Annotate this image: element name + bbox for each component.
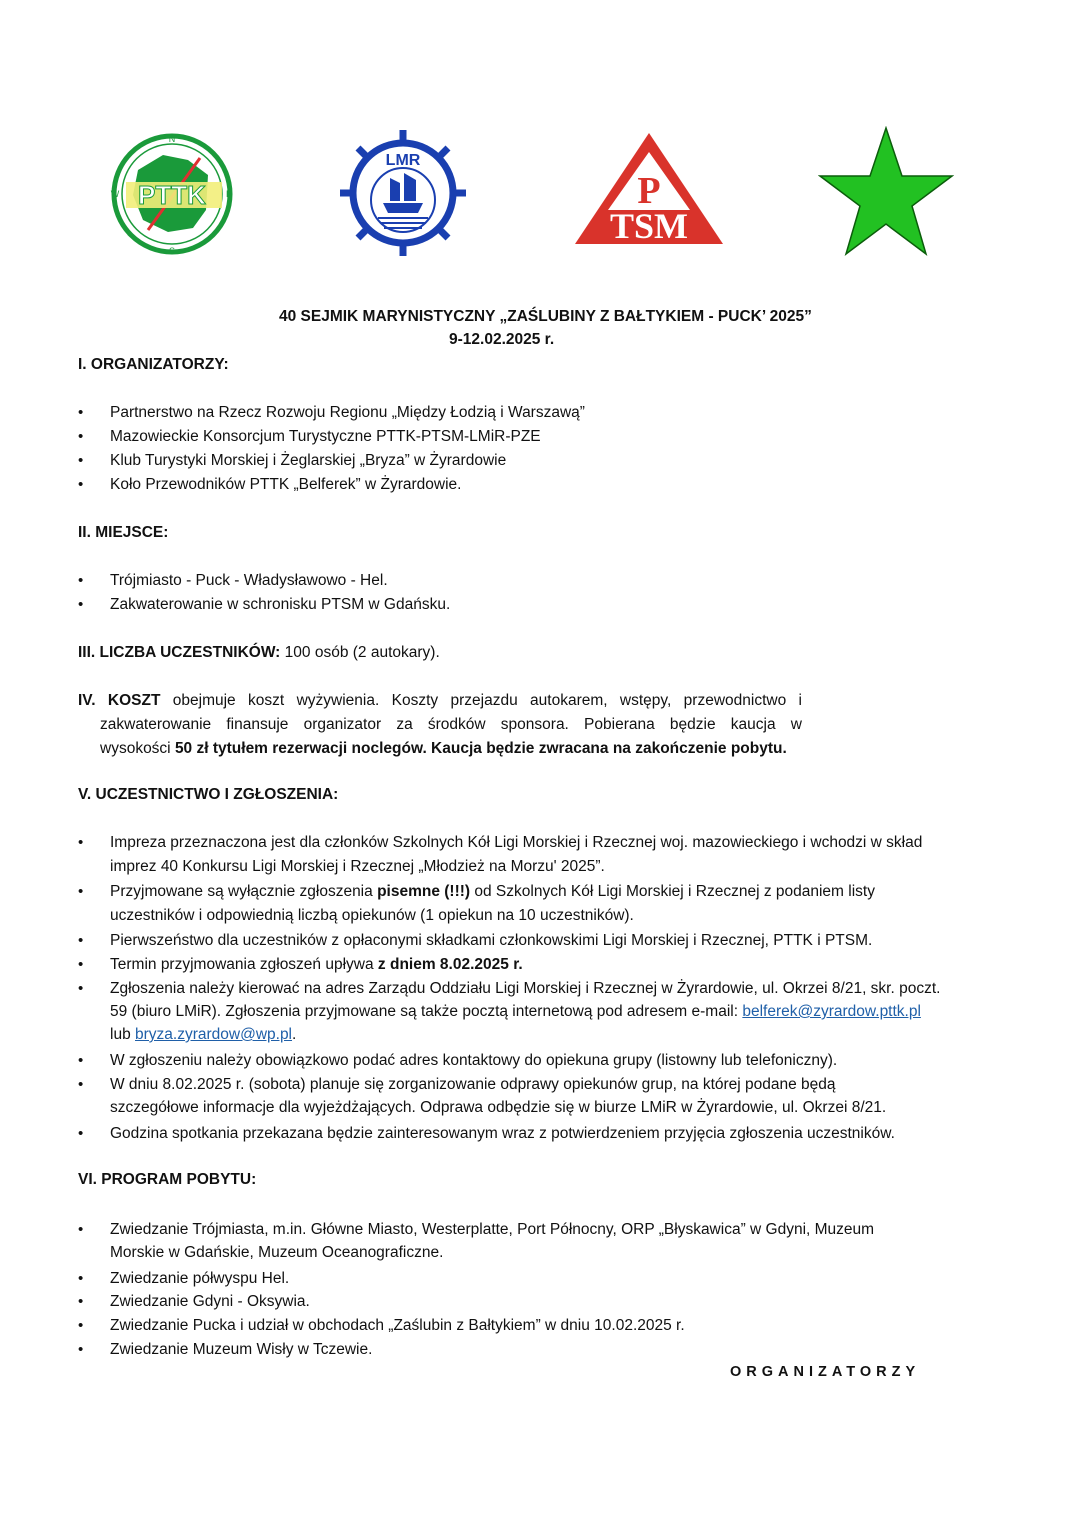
bullet: •	[78, 1125, 84, 1142]
item-text: lub	[110, 1026, 135, 1043]
svg-text:E: E	[225, 189, 233, 199]
bullet: •	[78, 932, 84, 949]
svg-text:N: N	[168, 134, 176, 144]
svg-text:LMR: LMR	[385, 152, 421, 169]
email-link-belferek[interactable]: belferek@zyrardow.pttk.pl	[742, 1003, 921, 1020]
section-heading-participation: V. UCZESTNICTWO I ZGŁOSZENIA:	[78, 786, 339, 803]
list-item: Mazowieckie Konsorcjum Turystyczne PTTK-PTSM-LMiR-PZE	[110, 428, 541, 445]
bullet: •	[78, 404, 84, 421]
list-item: Zwiedzanie Muzeum Wisły w Tczewie.	[110, 1341, 373, 1358]
list-item: W dniu 8.02.2025 r. (sobota) planuje się zorganizowanie odprawy opiekunów grup, na której podane będą	[110, 1076, 836, 1093]
list-item-cont	[110, 1000, 921, 1024]
email-link-bryza[interactable]: bryza.zyrardow@wp.pl	[135, 1026, 293, 1043]
list-item-cont	[110, 1023, 296, 1047]
bullet: •	[78, 1293, 84, 1310]
bullet: •	[78, 1317, 84, 1334]
list-item: Zgłoszenia należy kierować na adres Zarządu Oddziału Ligi Morskiej i Rzecznej w Żyrardowie, ul. Okrzei 8/21, skr. poczt.	[110, 980, 941, 997]
svg-text:TSM: TSM	[609, 206, 689, 246]
document-dates: 9-12.02.2025 r.	[449, 331, 555, 348]
bullet: •	[78, 572, 84, 589]
bullet: •	[78, 1076, 84, 1093]
item-text: Przyjmowane są wyłącznie zgłoszenia	[110, 883, 378, 900]
list-item: Impreza przeznaczona jest dla członków Szkolnych Kół Ligi Morskiej i Rzecznej woj. mazowieckiego i wchodzi w skład	[110, 834, 923, 851]
bullet: •	[78, 980, 84, 997]
cost-text: obejmuje koszt wyżywienia. Koszty przejazdu autokarem, wstępy, przewodnictwo i	[160, 692, 803, 709]
bullet: •	[78, 452, 84, 469]
list-item-cont: szczegółowe informacje dla wyjeżdżających. Odprawa odbędzie się w biurze LMiR w Żyrardowie, ul. Okrzei 8/21.	[110, 1099, 887, 1116]
list-item: Zwiedzanie Pucka i udział w obchodach „Zaślubin z Bałtykiem” w dniu 10.02.2025 r.	[110, 1317, 685, 1334]
cost-line-1	[78, 689, 802, 713]
bullet: •	[78, 476, 84, 493]
pttk-logo	[108, 130, 236, 258]
bullet: •	[78, 1341, 84, 1358]
item-emphasis: pisemne (!!!)	[377, 883, 471, 900]
bullet: •	[78, 834, 84, 851]
list-item	[110, 880, 875, 904]
item-text: Termin przyjmowania zgłoszeń upływa	[110, 956, 378, 973]
section-participants	[78, 641, 440, 665]
deadline-date: z dniem 8.02.2025 r.	[377, 956, 523, 973]
list-item: Trójmiasto - Puck - Władysławowo - Hel.	[110, 572, 388, 589]
list-item: Pierwszeństwo dla uczestników z opłaconymi składkami członkowskimi Ligi Morskiej i Rzecznej, PTTK i PTSM.	[110, 932, 873, 949]
bullet: •	[78, 596, 84, 613]
list-item-cont: uczestników i odpowiednią liczbą opiekunów (1 opiekun na 10 uczestników).	[110, 907, 634, 924]
bullet: •	[78, 883, 84, 900]
list-item: Zwiedzanie półwyspu Hel.	[110, 1270, 290, 1287]
lmr-logo	[338, 128, 468, 258]
list-item	[110, 953, 523, 977]
participants-count: 100 osób (2 autokary).	[280, 644, 440, 661]
section-heading-program: VI. PROGRAM POBYTU:	[78, 1171, 257, 1188]
item-text: od Szkolnych Kół Ligi Morskiej i Rzecznej z podaniem listy	[470, 883, 875, 900]
list-item: Koło Przewodników PTTK „Belferek” w Żyrardowie.	[110, 476, 462, 493]
list-item: Godzina spotkania przekazana będzie zainteresowanym wraz z potwierdzeniem przyjęcia zgłoszenia uczestników.	[110, 1125, 895, 1142]
cost-line-3	[100, 737, 787, 761]
cost-text: wysokości	[100, 740, 175, 757]
svg-text:W: W	[110, 189, 120, 199]
svg-text:PTTK: PTTK	[138, 180, 206, 210]
deposit-text: 50 zł tytułem rezerwacji noclegów. Kaucja będzie zwracana na zakończenie pobytu.	[174, 740, 787, 757]
list-item-cont: imprez 40 Konkursu Ligi Morskiej i Rzecznej „Młodzież na Morzu' 2025”.	[110, 858, 605, 875]
bullet: •	[78, 1221, 84, 1238]
svg-text:P: P	[637, 170, 661, 212]
section-heading-cost: IV. KOSZT	[78, 692, 161, 709]
green-star-logo	[818, 126, 954, 256]
ptsm-logo	[572, 130, 726, 248]
section-heading-place: II. MIEJSCE:	[78, 524, 169, 541]
list-item: Klub Turystyki Morskiej i Żeglarskiej „Bryza” w Żyrardowie	[110, 452, 507, 469]
section-heading-participants: III. LICZBA UCZESTNIKÓW:	[78, 644, 281, 661]
document-title: 40 SEJMIK MARYNISTYCZNY „ZAŚLUBINY Z BAŁTYKIEM - PUCK’ 2025”	[279, 308, 812, 325]
list-item: Partnerstwo na Rzecz Rozwoju Regionu „Między Łodzią i Warszawą”	[110, 404, 585, 421]
section-heading-organizers: I. ORGANIZATORZY:	[78, 356, 229, 373]
list-item: Zwiedzanie Trójmiasta, m.in. Główne Miasto, Westerplatte, Port Północny, ORP „Błyskawica” w Gdyni, Muzeum	[110, 1221, 875, 1238]
bullet: •	[78, 956, 84, 973]
item-text: .	[292, 1026, 297, 1043]
signature-organizers: ORGANIZATORZY	[730, 1364, 921, 1380]
list-item-cont: Morskie w Gdańskie, Muzeum Oceanograficzne.	[110, 1244, 444, 1261]
list-item: Zakwaterowanie w schronisku PTSM w Gdańsku.	[110, 596, 451, 613]
bullet: •	[78, 1052, 84, 1069]
item-text: 59 (biuro LMiR). Zgłoszenia przyjmowane są także pocztą internetową pod adresem e-mail:	[110, 1003, 743, 1020]
bullet: •	[78, 428, 84, 445]
bullet: •	[78, 1270, 84, 1287]
svg-text:S: S	[168, 246, 176, 256]
list-item: W zgłoszeniu należy obowiązkowo podać adres kontaktowy do opiekuna grupy (listowny lub telefoniczny).	[110, 1052, 838, 1069]
cost-line-2: zakwaterowanie finansuje organizator za środków sponsora. Pobierana będzie kaucja w	[100, 716, 802, 733]
list-item: Zwiedzanie Gdyni - Oksywia.	[110, 1293, 310, 1310]
